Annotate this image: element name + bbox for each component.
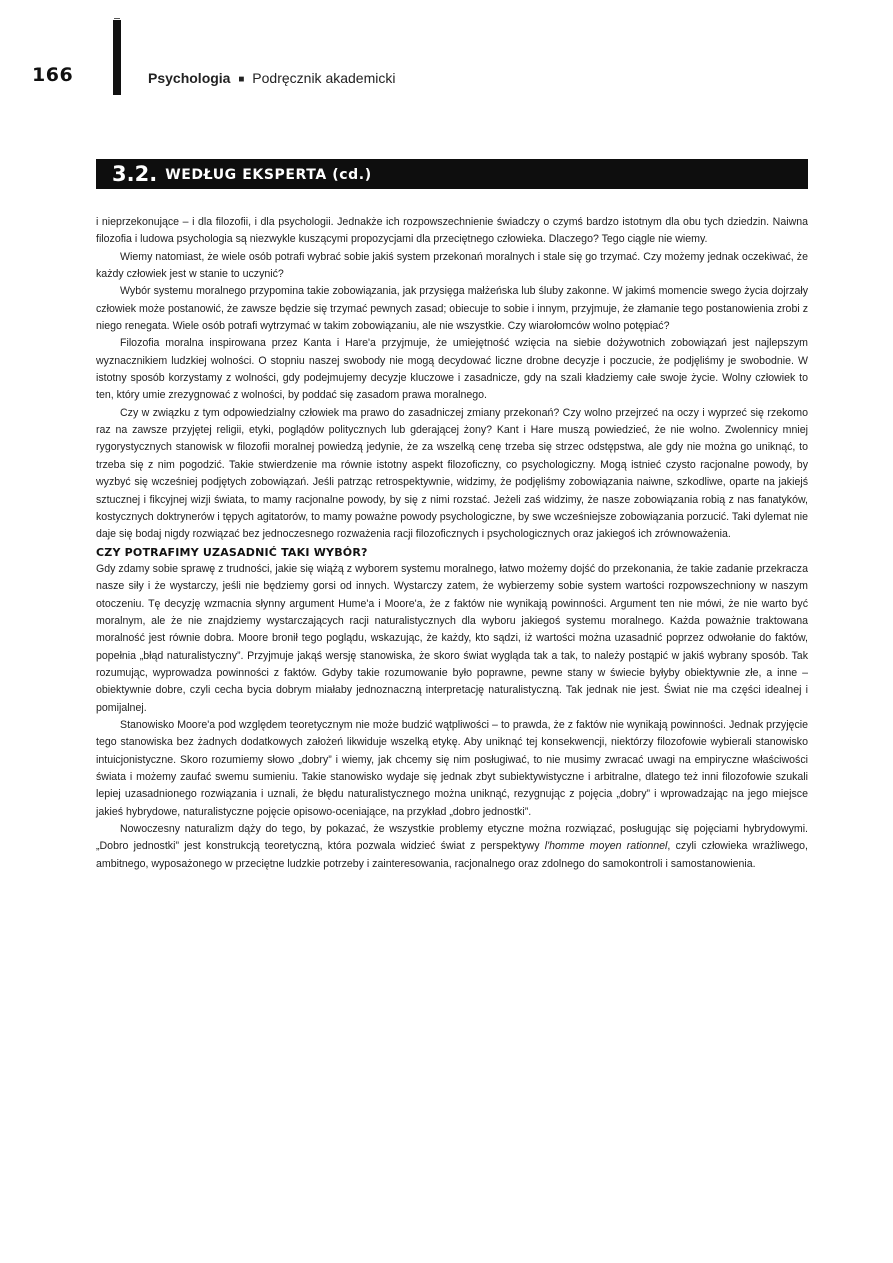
running-head [148,70,395,86]
section-title: WEDŁUG EKSPERTA (cd.) [165,167,372,183]
paragraph: Gdy zdamy sobie sprawę z trudności, jakie się wiążą z wyborem systemu moralnego, łatwo możemy dojść do przekonania, że takie zadanie przekracza nasze siły i że wystarczy, jeśli nie będziemy gorsi od innych. Wystarczy zatem, że wybierzemy sobie system wartości rozpowszechniony w naszym otoczeniu. Tę decyzję wzmacnia słynny argument Hume'a i Moore'a, że z faktów nie wynikają powinności. Argument ten nie mówi, że nie warto być moralnym, ale że nie znajdziemy wystarczających racji naturalistycznych dla wyboru jakiegoś systemu moralnego. Każda poważnie traktowana moralność jest równie dobra. Moore bronił tego poglądu, wskazując, że każdy, kto sądzi, iż wartości można uzasadnić poprzez odwołanie do faktów, popełnia „błąd naturalistyczny”. Przyjmuje jakąś wersję stanowiska, że skoro świat wygląda tak a tak, to należy postąpić w jakiś wybrany sposób. Tak rozumując, wyprowadza powinności z faktów. Gdyby takie rozumowanie było poprawne, pewne stany w świecie byłyby obiektywnie złe, a inne – obiektywnie dobre, czyli cecha bycia dobrym miałaby jednoznaczną interpretację naturalistyczną. Tak jednak nie jest. Świat nie ma części idealnej i pomijalnej. [96,562,808,714]
body-text [96,214,808,873]
subheading: CZY POTRAFIMY UZASADNIĆ TAKI WYBÓR? [96,545,368,559]
paragraph: Wybór systemu moralnego przypomina takie zobowiązania, jak przysięga małżeńska lub śluby zakonne. W jakimś momencie swego życia dojrzały człowiek może postanowić, że zawsze będzie się trzymać pewnych zasad; obiecuje to sobie i innym, przyjmuje, że złamanie tego postanowienia zrobi z niego renegata. Wiele osób potrafi wytrzymać w takim zobowiązaniu, ale nie wszystkie. Czy wiarołomców wolno potępiać? [96,285,808,333]
paragraph-last [96,821,808,873]
paragraph-text: Nowoczesny naturalizm dąży do tego, by pokazać, że wszystkie problemy etyczne można rozwiązać, posługując się pojęciami hybrydowymi. „Dobro jednostki” jest konstrukcją teoretyczną, która pozwala widzieć świat z perspektywy [96,823,808,853]
section-number: 3.2. [112,162,158,186]
page-number: 166 [32,64,74,86]
italic-phrase: l'homme moyen rationnel [544,840,668,853]
paragraph-text: , czyli człowieka wrażliwego, ambitnego, wyposażonego w przeciętne ludzkie potrzeby i zainteresowania, racjonalnego oraz zdolnego do samokontroli i samostanowienia. [96,840,808,870]
book-title: Psychologia [148,70,231,86]
separator-icon: ■ [238,74,245,85]
paragraph: Stanowisko Moore'a pod względem teoretycznym nie może budzić wątpliwości – to prawda, że z faktów nie wynikają powinności. Jednak przyjęcie tego stanowiska bez żadnych dodatkowych założeń likwiduje wszelką etykę. Aby uniknąć tej konsekwencji, niektórzy filozofowie wybierali stanowisko intuicjonistyczne. Skoro rozumiemy słowo „dobry” i wiemy, jak chcemy się nim posługiwać, to nie musimy zwracać uwagi na empiryczne właściwości świata i możemy zaufać swemu sumieniu. Takie stanowisko wydaje się jednak zbyt subiektywistyczne i arbitralne, dlatego też inni filozofowie szukali lepiej uzasadnionego rozwiązania i uznali, że błędu naturalistycznego można uniknąć, rezygnując z pojęcia „dobry” i wprowadzając na jego miejsce jakieś hybrydowe, naturalistyczne pojęcie opisowo-oceniające, na przykład „dobro jednostki”. [96,718,808,818]
paragraph: Wiemy natomiast, że wiele osób potrafi wybrać sobie jakiś system przekonań moralnych i stale się go trzymać. Czy możemy jednak oczekiwać, że każdy człowiek jest w stanie to uczynić? [96,250,808,281]
paragraph: Filozofia moralna inspirowana przez Kanta i Hare'a przyjmuje, że umiejętność wzięcia na siebie dożywotnich zobowiązań jest najlepszym wyznacznikiem ludzkiej wolności. O stopniu naszej swobody nie mogą decydować liczne drobne decyzje i poczucie, że podjęliśmy je swobodnie. W istotny sposób korzystamy z wolności, gdy podejmujemy decyzje kluczowe i zasadnicze, gdy na szali kładziemy całe swoje życie. Wolny człowiek to ten, który umie zrezygnować z wolności, by poddać się zasadom prawa moralnego. [96,337,808,402]
header-vertical-rule [113,20,121,95]
section-header-bar [96,159,808,189]
paragraph: i nieprzekonujące – i dla filozofii, i dla psychologii. Jednakże ich rozpowszechnienie świadczy o czymś bardzo istotnym dla obu tych dziedzin. Naiwna filozofia i ludowa psychologia są niezwykle kuszącymi propozycjami dla przeciętnego człowieka. Dlaczego? Tego ciągle nie wiemy. [96,216,808,246]
book-subtitle: Podręcznik akademicki [252,70,396,86]
paragraph: Czy w związku z tym odpowiedzialny człowiek ma prawo do zasadniczej zmiany przekonań? Czy wolno przejrzeć na oczy i wyprzeć się rzekomo raz na zawsze przyjętej religii, etyki, poglądów politycznych lub gderającej żony? Kant i Hare muszą powiedzieć, że nie wolno. Zwolennicy mniej rygorystycznych stanowisk w filozofii moralnej powiedzą jedynie, że za wszelką cenę trzeba się strzec odstępstwa, ale gdy nie można go uniknąć, to trzeba się z nim pogodzić. Takie stwierdzenie ma równie istotny aspekt filozoficzny, co psychologiczny. Mogą istnieć czysto racjonalne powody, by wyzbyć się wcześniej podjętych zobowiązań. Jeśli patrząc retrospektywnie, widzimy, że podjęliśmy zobowiązania naiwne, szkodliwe, oparte na jakiejś sztucznej i fikcyjnej wizji świata, to mamy racjonalne powody, by się z nimi rozstać. Jeżeli zaś widzimy, że nasze zobowiązania robią z nas fanatyków, kostycznych doktrynerów i tępych agitatorów, to mamy poważne powody psychologiczne, by swe wcześniejsze zobowiązania porzucić. Taki dylemat nie daje się bodaj nigdy rozwiązać bez jednoczesnego rozważenia racji filozoficznych i psychologicznych oraz jakiegoś ich zrównoważenia. [96,406,808,541]
